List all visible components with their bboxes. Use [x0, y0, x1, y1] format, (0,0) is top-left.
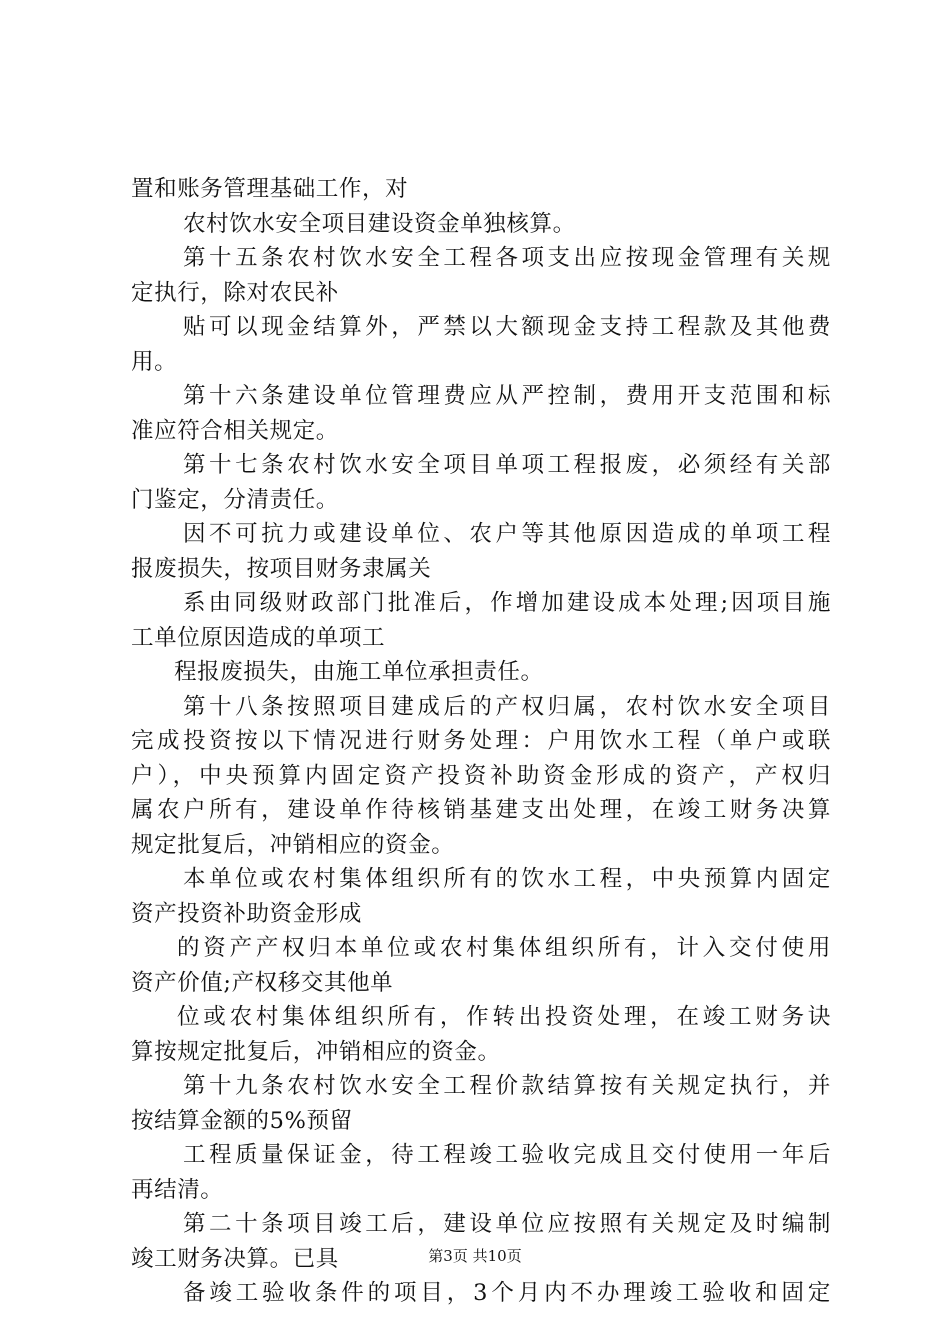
page-number-footer: 第3页 共10页	[428, 1247, 522, 1265]
text-line: 准应符合相关规定。	[131, 417, 339, 444]
text-line: 位或农村集体组织所有，作转出投资处理，在竣工财务诀	[177, 1004, 831, 1030]
text-line: 竣工财务决算。已具	[131, 1245, 339, 1272]
text-line: 本单位或农村集体组织所有的饮水工程，中央预算内固定	[183, 866, 831, 892]
text-line: 置和账务管理基础工作，对	[131, 176, 409, 202]
text-line: 农村饮水安全项目建设资金单独核算。	[183, 210, 576, 237]
text-line: 系由同级财政部门批准后，作增加建设成本处理;因项目施	[183, 590, 831, 616]
text-line: 报废损失，按项目财务隶属关	[131, 555, 432, 582]
text-line: 贴可以现金结算外，严禁以大额现金支持工程款及其他费	[183, 314, 831, 340]
text-line: 因不可抗力或建设单位、农户等其他原因造成的单项工程	[183, 521, 831, 547]
text-line: 工程质量保证金，待工程竣工验收完成且交付使用一年后	[183, 1142, 831, 1168]
text-line: 程报废损失，由施工单位承担责任。	[174, 659, 544, 685]
text-line: 第十五条农村饮水安全工程各项支出应按现金管理有关规	[183, 245, 831, 271]
text-line: 第十八条按照项目建成后的产权归属，农村饮水安全项目	[183, 693, 831, 720]
text-line: 定执行，除对农民补	[131, 279, 339, 306]
text-line: 第十六条建设单位管理费应从严控制，费用开支范围和标	[183, 383, 831, 409]
text-line: 完成投资按以下情况进行财务处理：户用饮水工程（单户或联	[131, 728, 831, 754]
text-line: 第二十条项目竣工后，建设单位应按照有关规定及时编制	[183, 1211, 831, 1237]
text-line: 第十七条农村饮水安全项目单项工程报废，必须经有关部	[183, 452, 831, 478]
text-line: 属农户所有，建设单作待核销基建支出处理，在竣工财务决算	[131, 797, 831, 823]
text-line: 资产价值;产权移交其他单	[131, 969, 394, 996]
document-body	[131, 172, 831, 1311]
text-line: 户），中央预算内固定资产投资补助资金形成的资产，产权归	[131, 762, 831, 789]
text-line: 按结算金额的5%预留	[131, 1107, 353, 1134]
text-line: 门鉴定，分清责任。	[131, 486, 339, 513]
text-line: 第十九条农村饮水安全工程价款结算按有关规定执行，并	[183, 1073, 831, 1099]
text-line: 的资产产权归本单位或农村集体组织所有，计入交付使用	[177, 935, 831, 961]
text-line: 算按规定批复后，冲销相应的资金。	[131, 1038, 501, 1065]
text-line: 规定批复后，冲销相应的资金。	[131, 831, 455, 858]
text-line: 资产投资补助资金形成	[131, 900, 363, 927]
text-line: 再结清。	[131, 1176, 224, 1203]
text-line: 工单位原因造成的单项工	[131, 624, 386, 651]
text-line: 备竣工验收条件的项目，3个月内不办理竣工验收和固定	[183, 1280, 831, 1306]
text-line: 用。	[131, 348, 178, 375]
